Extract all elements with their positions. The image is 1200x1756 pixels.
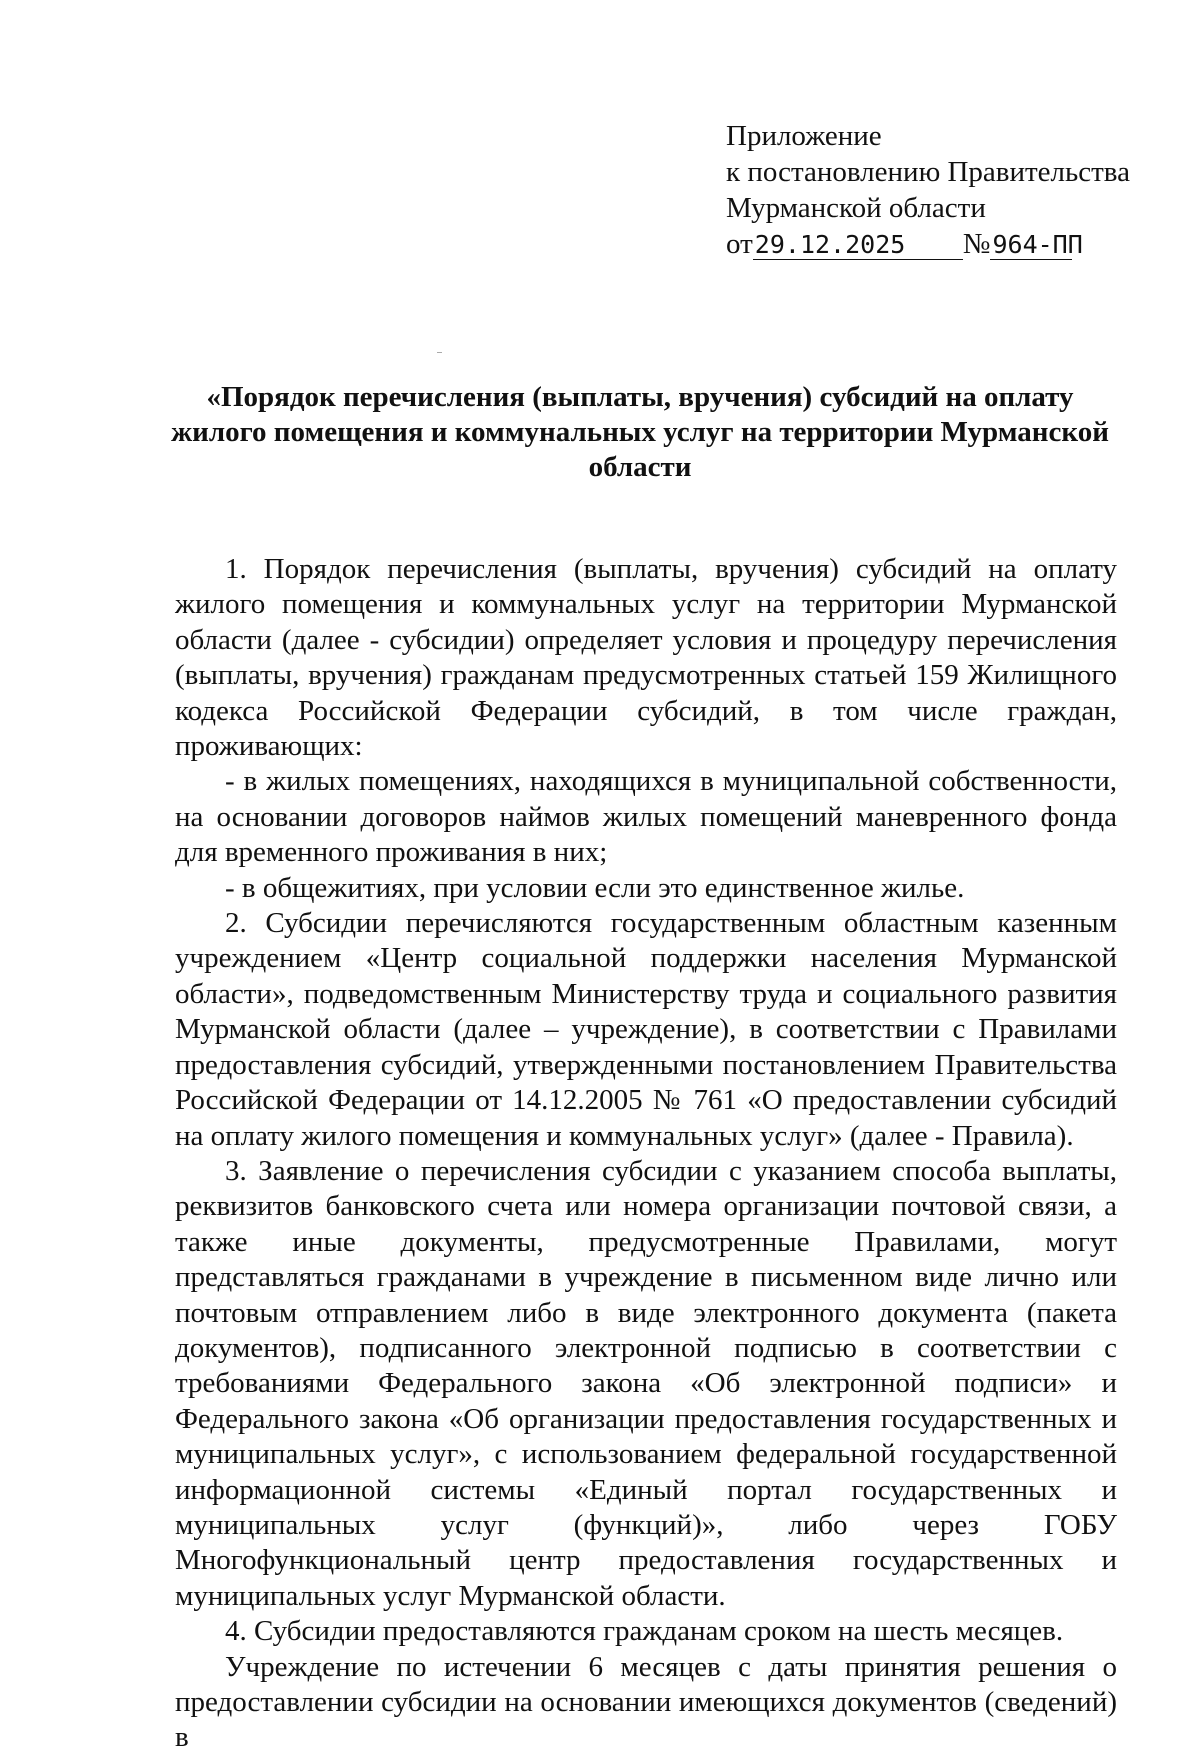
document-title: «Порядок перечисления (выплаты, вручения) субсидий на оплату жилого помещения и коммунальных услуг на территории Мурманской области xyxy=(171,381,1109,483)
document-number: 964-ПП xyxy=(992,230,1083,259)
document-date: 29.12.2025 xyxy=(753,231,963,260)
appendix-header xyxy=(726,118,1166,262)
paragraph-1: 1. Порядок перечисления (выплаты, вручения) субсидий на оплату жилого помещения и коммунальных услуг на территории Мурманской области (далее - субсидии) определяет условия и процедуру перечисления (выплаты, вручения) гражданам предусмотренных статьей 159 Жилищного кодекса Российской Федерации субсидий, в том числе граждан, проживающих: xyxy=(175,553,1117,763)
document-body xyxy=(175,552,1117,1756)
paragraph-1-item-b: - в общежитиях, при условии если это единственное жилье. xyxy=(225,871,965,904)
appendix-resolution-ref: к постановлению Правительства xyxy=(726,156,1130,188)
appendix-region: Мурманской области xyxy=(726,192,986,224)
paragraph-2: 2. Субсидии перечисляются государственным областным казенным учреждением «Центр социальной поддержки населения Мурманской области», подведомственным Министерству труда и социального развития Мурманской области (далее – учреждение), в соответствии с Правилами предоставления субсидий, утвержденными постановлением Правительства Российской Федерации от 14.12.2005 № 761 «О предоставлении субсидий на оплату жилого помещения и коммунальных услуг» (далее - Правила). xyxy=(175,907,1117,1152)
paragraph-4-continuation: Учреждение по истечении 6 месяцев с даты принятия решения о предоставлении субсидии на основании имеющихся документов (сведений) в xyxy=(175,1650,1117,1754)
appendix-label: Приложение xyxy=(726,120,882,152)
paragraph-3: 3. Заявление о перечисления субсидии с указанием способа выплаты, реквизитов банковского счета или номера организации почтовой связи, а также иные документы, предусмотренные Правилами, могут представляться гражданами в учреждение в письменном виде лично или почтовым отправлением либо в виде электронного документа (пакета документов), подписанного электронной подписью в соответствии с требованиями Федерального закона «Об электронной подписи» и Федерального закона «Об организации предоставления государственных и муниципальных услуг», с использованием федеральной государственной информационной системы «Единый портал государственных и муниципальных услуг (функций)», либо через ГОБУ Многофункциональный центр предоставления государственных и муниципальных услуг Мурманской области. xyxy=(175,1154,1117,1612)
date-prefix: от xyxy=(726,228,753,260)
appendix-date-number-line xyxy=(726,226,1166,262)
paragraph-4: 4. Субсидии предоставляются гражданам сроком на шесть месяцев. xyxy=(225,1615,1064,1648)
scan-speck xyxy=(437,352,442,353)
number-sign: № xyxy=(962,228,991,260)
paragraph-1-item-a: - в жилых помещениях, находящихся в муниципальной собственности, на основании договоров наймов жилых помещений маневренного фонда для временного проживания в них; xyxy=(175,765,1117,869)
